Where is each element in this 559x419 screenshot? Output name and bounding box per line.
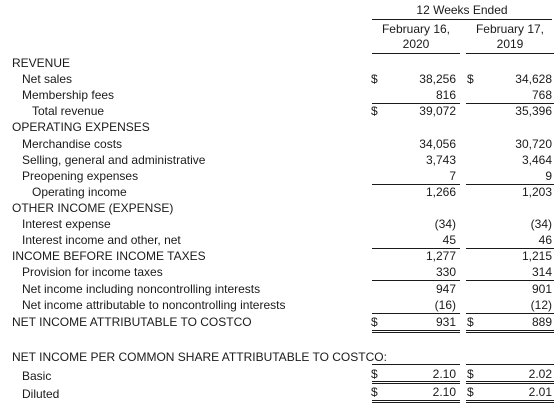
operating-expenses-heading: OPERATING EXPENSES xyxy=(12,120,150,134)
sga-2020: 3,743 xyxy=(425,153,456,167)
other-income-heading: OTHER INCOME (EXPENSE) xyxy=(12,201,174,215)
ni-incl-nci-2020: 947 xyxy=(435,282,456,296)
merchandise-costs-2019: 30,720 xyxy=(515,137,552,151)
eps-basic-2019: 2.02 xyxy=(528,367,552,381)
net-sales-2019: 34,628 xyxy=(515,72,552,86)
preopening-2020: 7 xyxy=(449,169,456,183)
provision-label: Provision for income taxes xyxy=(22,265,163,279)
currency-symbol: $ xyxy=(371,315,378,329)
sga-label: Selling, general and administrative xyxy=(22,153,206,167)
total-double-rule xyxy=(466,330,554,333)
currency-symbol: $ xyxy=(467,315,474,329)
currency-symbol: $ xyxy=(371,104,378,118)
eps-header-rule xyxy=(372,364,460,365)
ni-incl-nci-2019: 901 xyxy=(531,282,552,296)
eps-basic-label: Basic xyxy=(22,369,52,383)
eps-diluted-label: Diluted xyxy=(22,387,60,401)
subtotal-rule xyxy=(372,313,460,314)
total-revenue-2020: 39,072 xyxy=(419,104,456,118)
ni-costco-2020: 931 xyxy=(435,315,456,329)
eps-heading: NET INCOME PER COMMON SHARE ATTRIBUTABLE TO COSTCO: xyxy=(12,350,387,364)
total-revenue-label: Total revenue xyxy=(32,104,105,118)
membership-fees-2019: 768 xyxy=(531,88,552,102)
income-before-taxes-2019: 1,215 xyxy=(521,249,552,263)
interest-income-2020: 45 xyxy=(442,233,456,247)
total-revenue-2019: 35,396 xyxy=(515,104,552,118)
income-before-taxes-label: INCOME BEFORE INCOME TAXES xyxy=(12,249,206,263)
ni-nci-2019: (12) xyxy=(530,298,552,312)
eps-diluted-2019: 2.01 xyxy=(528,385,552,399)
currency-symbol: $ xyxy=(371,367,378,381)
total-double-rule xyxy=(372,330,460,333)
currency-symbol: $ xyxy=(371,385,378,399)
operating-income-2020: 1,266 xyxy=(425,185,456,199)
col-2020-header-line2: 2020 xyxy=(402,37,430,51)
interest-expense-label: Interest expense xyxy=(22,217,111,231)
ni-costco-label: NET INCOME ATTRIBUTABLE TO COSTCO xyxy=(12,315,252,329)
revenue-heading: REVENUE xyxy=(12,56,71,70)
interest-income-2019: 46 xyxy=(538,233,552,247)
membership-fees-label: Membership fees xyxy=(22,88,115,102)
membership-fees-2020: 816 xyxy=(435,88,456,102)
subtotal-rule xyxy=(372,280,460,281)
net-sales-2020: 38,256 xyxy=(419,72,456,86)
eps-diluted-2020: 2.10 xyxy=(432,385,456,399)
total-double-rule xyxy=(372,400,460,403)
col-2019-header-underline xyxy=(466,53,554,54)
currency-symbol: $ xyxy=(467,72,474,86)
ni-costco-2019: 889 xyxy=(531,315,552,329)
col-2019-header-line1: February 17, xyxy=(475,22,545,36)
col-2019-header-line2: 2019 xyxy=(496,37,524,51)
preopening-label: Preopening expenses xyxy=(22,169,139,183)
col-2020-header-underline xyxy=(372,53,460,54)
preopening-2019: 9 xyxy=(545,169,552,183)
currency-symbol: $ xyxy=(467,385,474,399)
eps-header-rule xyxy=(466,364,554,365)
provision-2020: 330 xyxy=(435,265,456,279)
interest-income-label: Interest income and other, net xyxy=(22,233,181,247)
net-sales-label: Net sales xyxy=(22,72,73,86)
merchandise-costs-label: Merchandise costs xyxy=(22,137,123,151)
subtotal-rule xyxy=(466,313,554,314)
ni-incl-nci-label: Net income including noncontrolling interests xyxy=(22,282,261,296)
operating-income-label: Operating income xyxy=(32,185,127,199)
total-double-rule xyxy=(466,381,554,384)
ni-nci-2020: (16) xyxy=(434,298,456,312)
interest-expense-2020: (34) xyxy=(434,217,456,231)
period-header: 12 Weeks Ended xyxy=(416,3,508,17)
operating-income-2019: 1,203 xyxy=(521,185,552,199)
eps-basic-2020: 2.10 xyxy=(432,367,456,381)
col-2020-header-line1: February 16, xyxy=(381,22,451,36)
income-before-taxes-2020: 1,277 xyxy=(425,249,456,263)
currency-symbol: $ xyxy=(467,367,474,381)
ni-nci-label: Net income attributable to noncontrolling interests xyxy=(22,298,286,312)
interest-expense-2019: (34) xyxy=(530,217,552,231)
total-double-rule xyxy=(372,381,460,384)
currency-symbol: $ xyxy=(371,72,378,86)
total-double-rule xyxy=(466,400,554,403)
header-rule xyxy=(372,19,552,20)
merchandise-costs-2020: 34,056 xyxy=(419,137,456,151)
provision-2019: 314 xyxy=(531,265,552,279)
subtotal-rule xyxy=(466,280,554,281)
sga-2019: 3,464 xyxy=(521,153,552,167)
